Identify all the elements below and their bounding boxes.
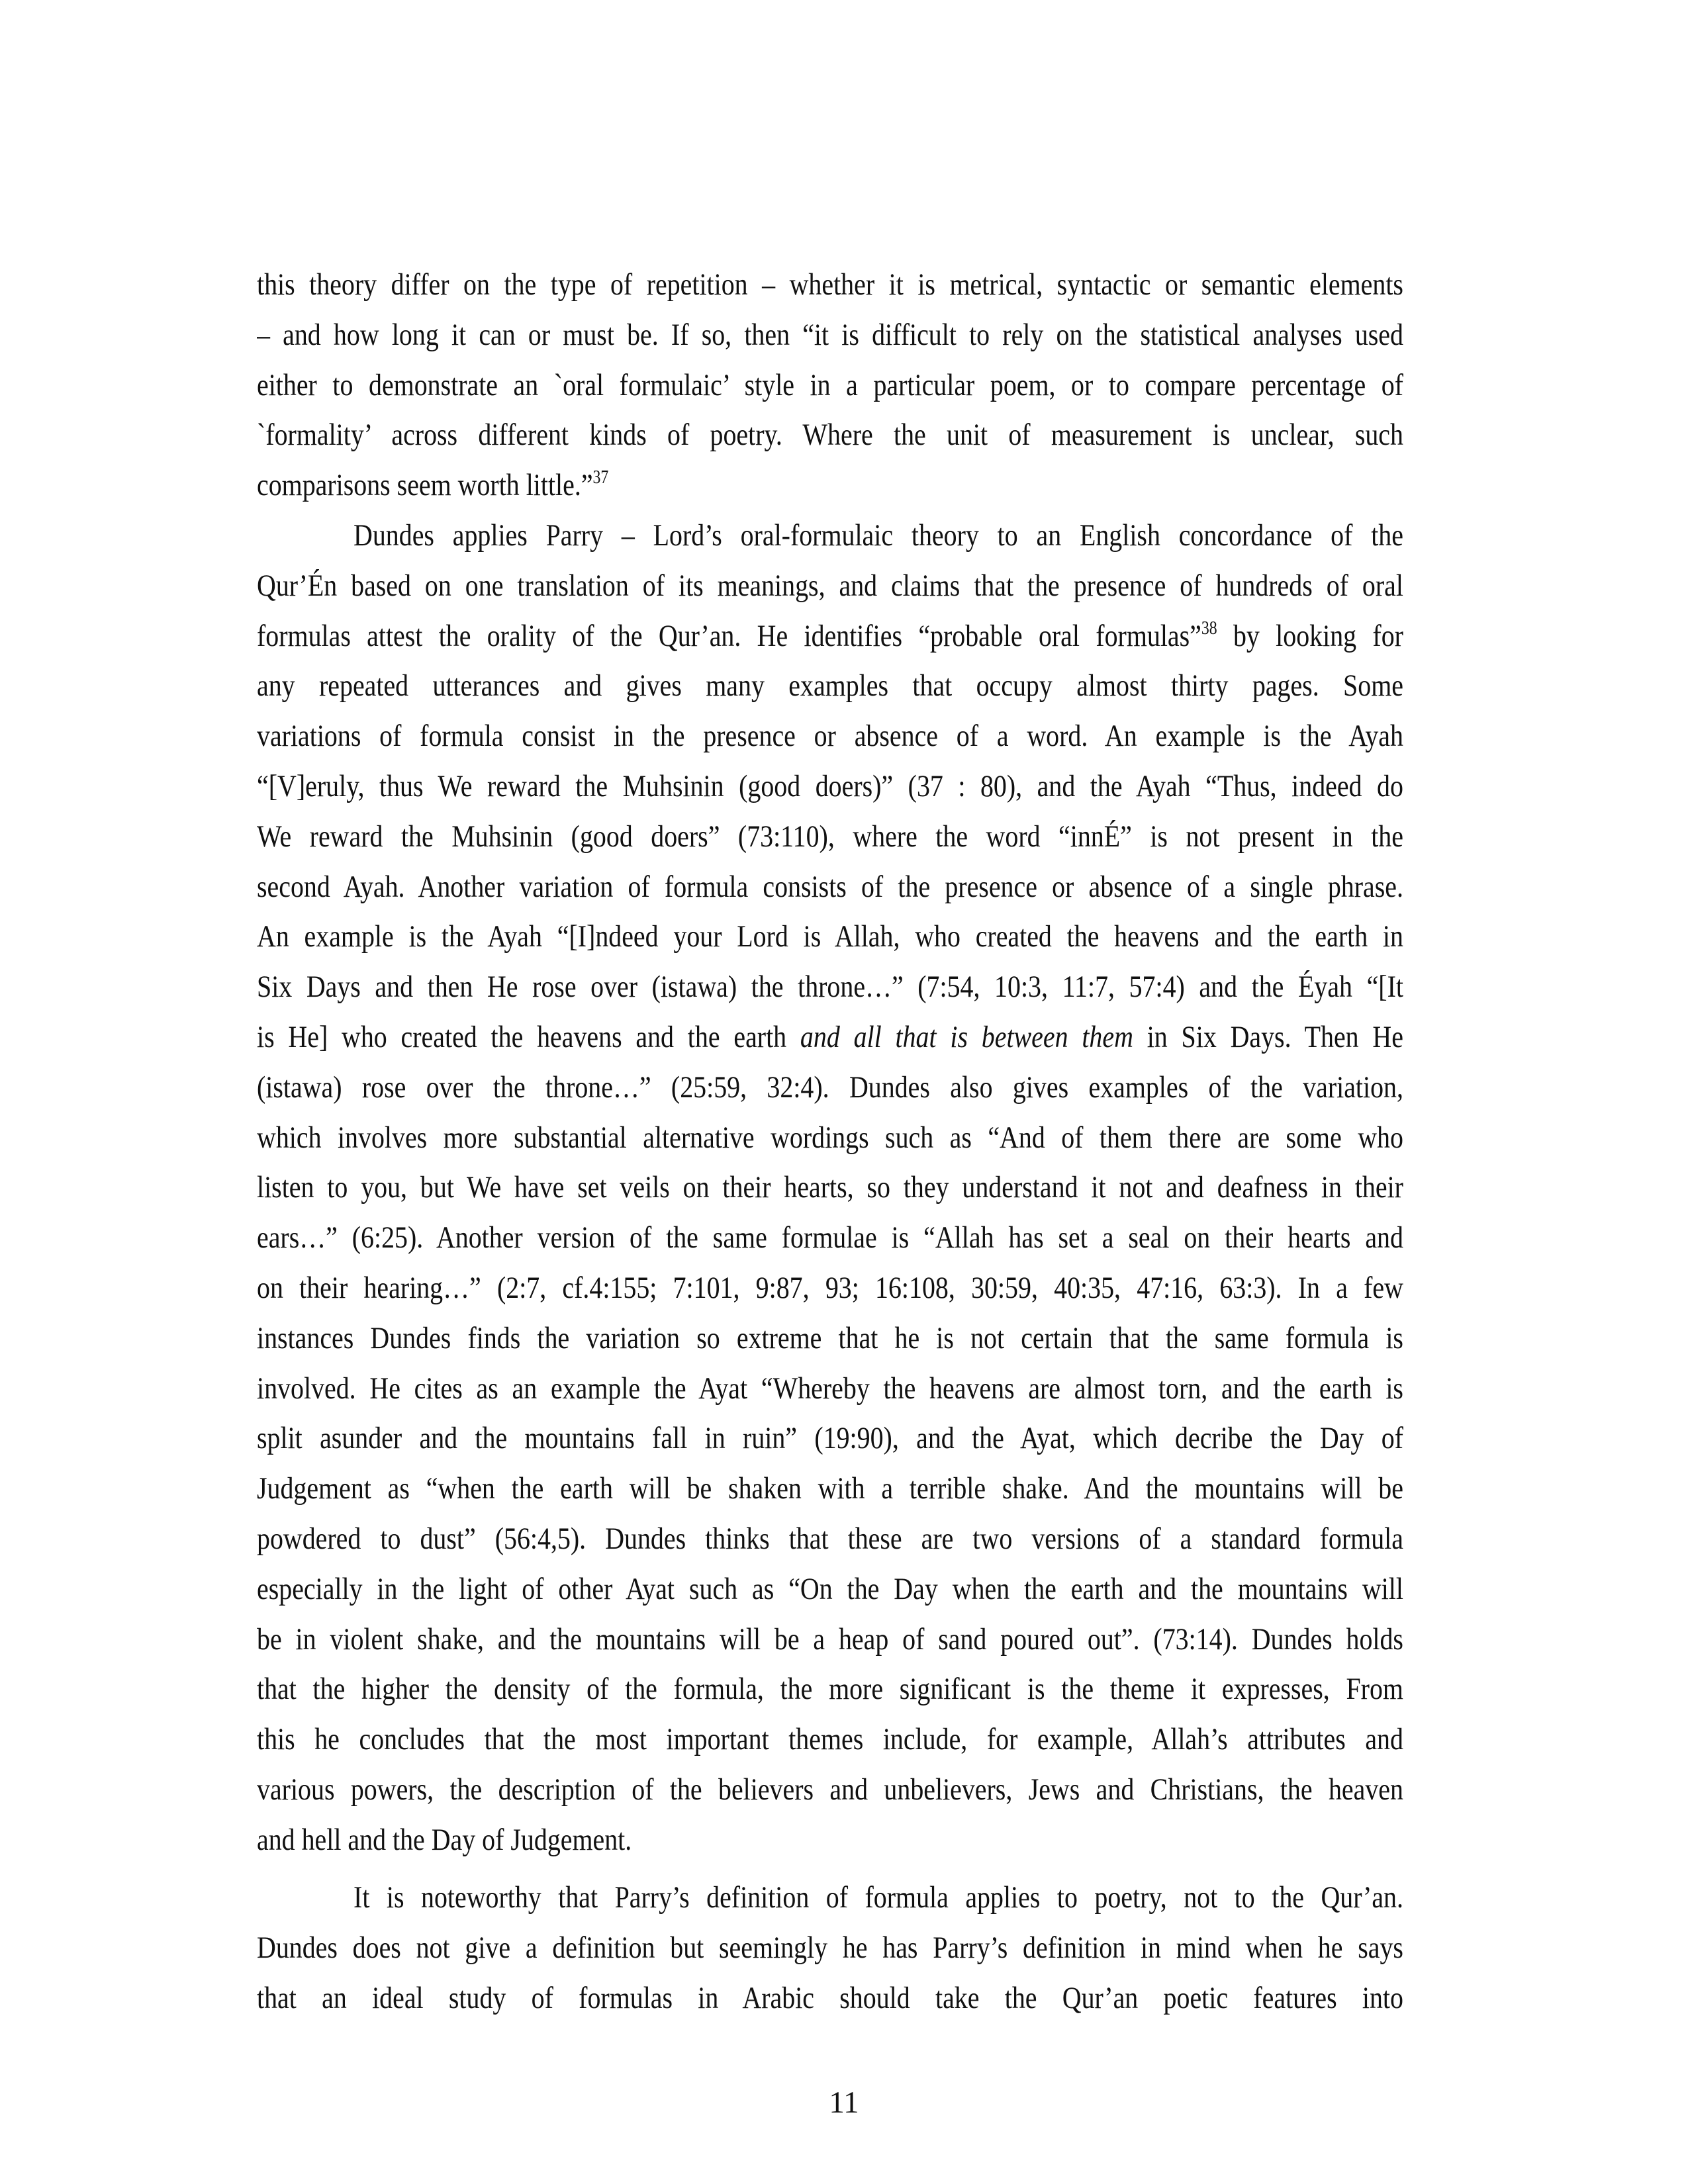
text-span: formulas attest the orality of the Qur’an. He identifies “probable oral formulas” bbox=[257, 618, 1201, 653]
text-line: second Ayah. Another variation of formula consists of the presence or absence of a single phrase. bbox=[257, 869, 1403, 904]
text-line: (istawa) rose over the throne…” (25:59, 32:4). Dundes also gives examples of the variation, bbox=[257, 1069, 1403, 1105]
text-span: in Six Days. Then He bbox=[1133, 1019, 1403, 1054]
text-line: “[V]eruly, thus We reward the Muhsinin (good doers)” (37 : 80), and the Ayah “Thus, indeed do bbox=[257, 768, 1403, 803]
text-line: that an ideal study of formulas in Arabic should take the Qur’an poetic features into bbox=[257, 1980, 1403, 2015]
text-line: on their hearing…” (2:7, cf.4:155; 7:101, 9:87, 93; 16:108, 30:59, 40:35, 47:16, 63:3). In a few bbox=[257, 1270, 1403, 1305]
text-line: any repeated utterances and gives many examples that occupy almost thirty pages. Some bbox=[257, 668, 1403, 704]
text-line: listen to you, but We have set veils on their hearts, so they understand it not and deafness in their bbox=[257, 1170, 1403, 1205]
paragraph-1 bbox=[257, 260, 1607, 511]
text-span: by looking for bbox=[1217, 618, 1403, 653]
text-line: which involves more substantial alternative wordings such as “And of them there are some who bbox=[257, 1120, 1403, 1155]
paragraph-2 bbox=[257, 511, 1607, 1866]
page-number: 11 bbox=[829, 2085, 859, 2120]
text-line: It is noteworthy that Parry’s definition of formula applies to poetry, not to the Qur’an. bbox=[353, 1880, 1403, 1915]
text-line: variations of formula consist in the presence or absence of a word. An example is the Ayah bbox=[257, 719, 1403, 754]
text-line bbox=[257, 612, 1403, 662]
footnote-ref: 37 bbox=[592, 467, 609, 488]
text-line: various powers, the description of the believers and unbelievers, Jews and Christians, the heaven bbox=[257, 1772, 1403, 1807]
text-line: be in violent shake, and the mountains will be a heap of sand poured out”. (73:14). Dundes holds bbox=[257, 1621, 1403, 1657]
text-line: Dundes does not give a definition but seemingly he has Parry’s definition in mind when he says bbox=[257, 1930, 1403, 1965]
text-line: that the higher the density of the formula, the more significant is the theme it expresses, From bbox=[257, 1672, 1403, 1707]
text-line: powdered to dust” (56:4,5). Dundes thinks that these are two versions of a standard formula bbox=[257, 1521, 1403, 1556]
text-line: this theory differ on the type of repetition – whether it is metrical, syntactic or semantic elements bbox=[257, 267, 1403, 302]
text-line: split asunder and the mountains fall in ruin” (19:90), and the Ayat, which decribe the Day of bbox=[257, 1421, 1403, 1456]
paragraph-3 bbox=[257, 1873, 1607, 2023]
text-span: is He] who created the heavens and the earth bbox=[257, 1019, 800, 1054]
text-line: `formality’ across different kinds of poetry. Where the unit of measurement is unclear, such bbox=[257, 418, 1403, 453]
text-line: and hell and the Day of Judgement. bbox=[257, 1822, 632, 1857]
text-line bbox=[257, 1013, 1403, 1063]
text-line: either to demonstrate an `oral formulaic’ style in a particular poem, or to compare percentage of bbox=[257, 367, 1403, 402]
text-line: Six Days and then He rose over (istawa) the throne…” (7:54, 10:3, 11:7, 57:4) and the Éyah “[It bbox=[257, 970, 1403, 1005]
text-line: ears…” (6:25). Another version of the same formulae is “Allah has set a seal on their hearts and bbox=[257, 1220, 1403, 1255]
text-line: especially in the light of other Ayat such as “On the Day when the earth and the mountains will bbox=[257, 1571, 1403, 1606]
text-line: An example is the Ayah “[I]ndeed your Lord is Allah, who created the heavens and the earth in bbox=[257, 919, 1403, 954]
text-line bbox=[257, 461, 1403, 511]
text-line: involved. He cites as an example the Ayat “Whereby the heavens are almost torn, and the earth is bbox=[257, 1371, 1403, 1406]
text-line: We reward the Muhsinin (good doers” (73:110), where the word “innÉ” is not present in the bbox=[257, 819, 1403, 854]
text-line: Judgement as “when the earth will be shaken with a terrible shake. And the mountains will be bbox=[257, 1471, 1403, 1506]
text-line: this he concludes that the most important themes include, for example, Allah’s attributes and bbox=[257, 1722, 1403, 1757]
text-line: Dundes applies Parry – Lord’s oral-formulaic theory to an English concordance of the bbox=[353, 518, 1403, 553]
text-span: comparisons seem worth little.” bbox=[257, 468, 593, 503]
text-line: Qur’Én based on one translation of its meanings, and claims that the presence of hundreds of oral bbox=[257, 568, 1403, 603]
text-line: instances Dundes finds the variation so extreme that he is not certain that the same formula is bbox=[257, 1320, 1403, 1355]
footnote-ref: 38 bbox=[1201, 617, 1217, 639]
italic-phrase: and all that is between them bbox=[800, 1019, 1133, 1054]
text-line: – and how long it can or must be. If so, then “it is difficult to rely on the statistical analyses used bbox=[257, 317, 1403, 352]
